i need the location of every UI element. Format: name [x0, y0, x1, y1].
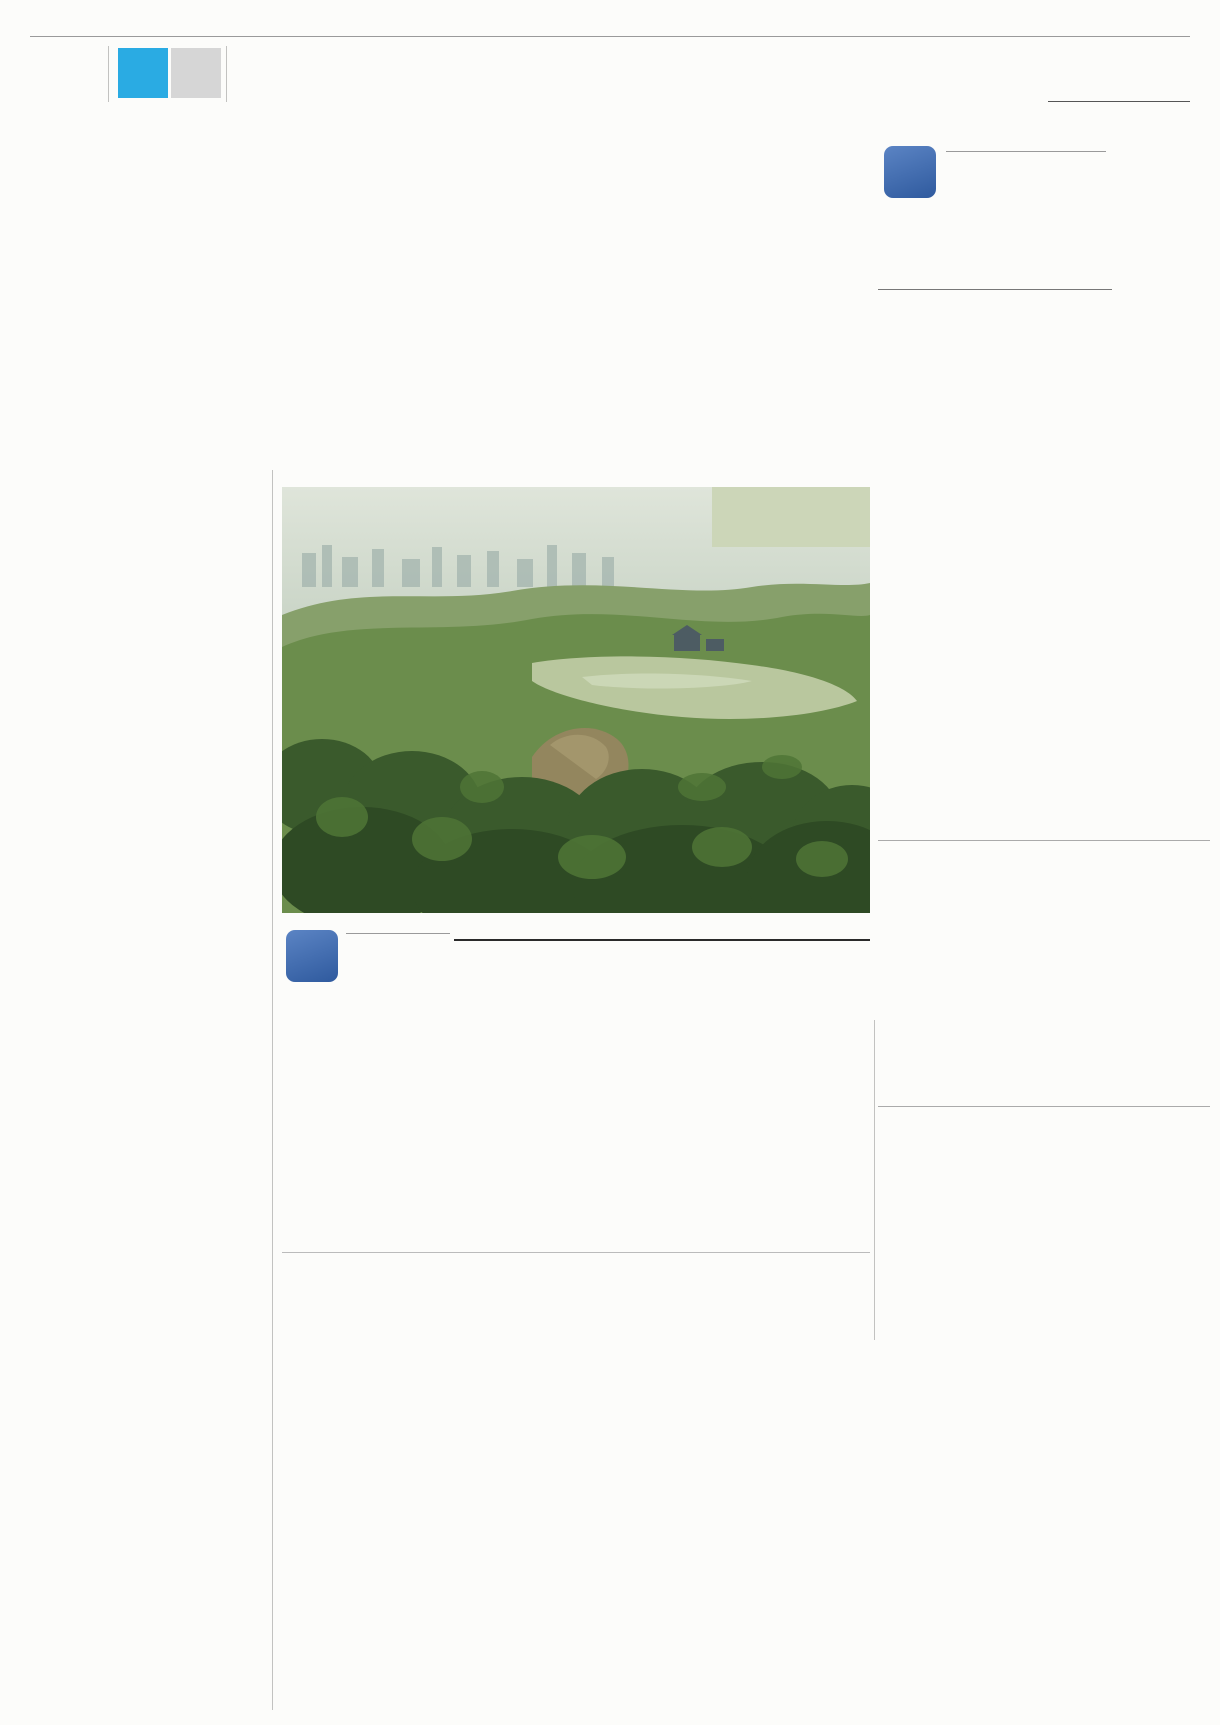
- visual-ecology-logo: [286, 930, 338, 987]
- lead-body: [118, 212, 770, 480]
- mid-right-rule: [874, 1020, 875, 1340]
- top-rule: [30, 36, 1190, 37]
- section-logo-yao: [118, 48, 168, 98]
- enforce-headline-wrap: [282, 1262, 870, 1280]
- taiyuan-body: [466, 1458, 1100, 1704]
- header-divider: [108, 46, 109, 102]
- reporter-watch-logo: [884, 146, 936, 203]
- desert-headline-wrap: [282, 1020, 870, 1038]
- photo-landscape-art: [282, 487, 870, 913]
- right-divider-1: [878, 840, 1210, 841]
- k-logo-icon: [884, 146, 936, 198]
- k-logo-icon: [286, 930, 338, 982]
- right-divider-2: [878, 1106, 1210, 1107]
- loufan-body: [30, 1412, 264, 1702]
- desert-body: [282, 1060, 870, 1244]
- section-logo: [118, 48, 221, 103]
- shuozhou-body: [30, 1012, 264, 1312]
- irrigation-headline-wrap: [878, 1122, 1210, 1140]
- section-logo-wen: [171, 48, 221, 98]
- fishery-headline-wrap: [878, 858, 1210, 876]
- watch-body: [878, 302, 1112, 794]
- header-divider-2: [226, 46, 227, 102]
- caption-block: [282, 922, 870, 1010]
- photo-west-mountain: [282, 487, 870, 913]
- watch-byline-row: [878, 268, 1112, 290]
- taiyuan-banner: [466, 1344, 1100, 1358]
- jincheng-body: [30, 594, 264, 902]
- editor-date-block: [1048, 52, 1190, 102]
- taiyuan-intro-column: [270, 1348, 456, 1704]
- mid-divider: [282, 1252, 870, 1253]
- fishery-body: [878, 892, 1210, 1092]
- enforce-body: [282, 1296, 870, 1342]
- caption-right: [454, 922, 870, 941]
- reporter-watch-labels: [946, 150, 1116, 152]
- visual-ecology-labels: [346, 932, 456, 934]
